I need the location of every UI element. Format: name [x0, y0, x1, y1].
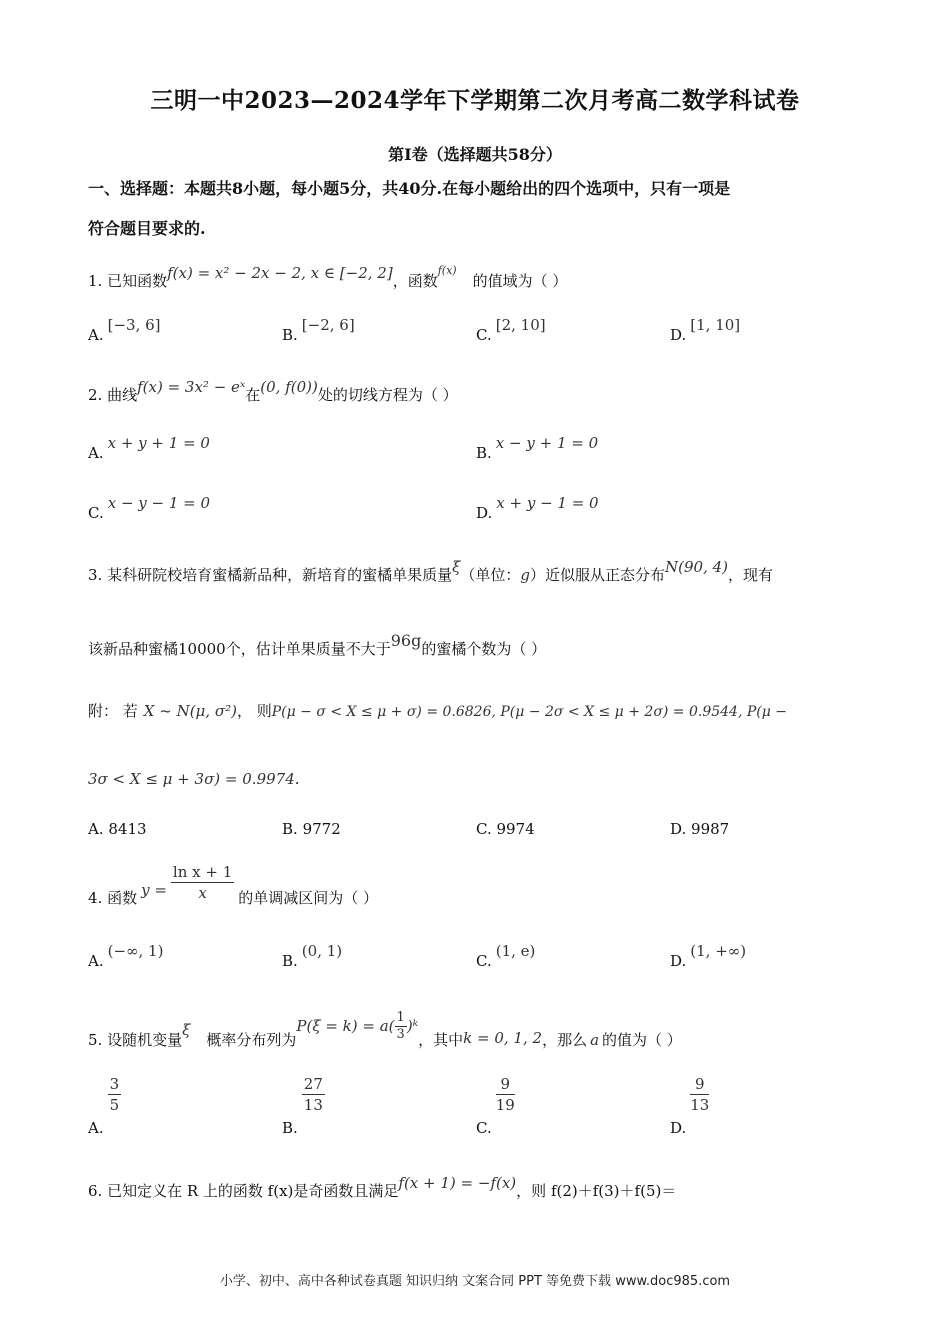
- q4-option-b[interactable]: [282, 942, 343, 970]
- option-label: C.: [88, 504, 104, 522]
- fraction-denominator: x: [198, 884, 207, 902]
- option-label: D.: [670, 1118, 687, 1137]
- option-value: [−2, 6]: [301, 316, 355, 334]
- fraction-numerator: ln x + 1: [172, 863, 233, 881]
- question-4-y: y =: [141, 880, 167, 899]
- question-6-suffix: ，则 f(2)＋f(3)＋f(5)＝: [516, 1182, 677, 1200]
- normal-distribution: N(90, 4): [665, 558, 728, 576]
- mass-value: 96g: [390, 631, 422, 650]
- q2-option-b[interactable]: [476, 434, 599, 462]
- option-label: C.: [476, 820, 492, 838]
- xi-symbol: ξ: [182, 1020, 191, 1039]
- question-2-mid: 在: [245, 386, 261, 404]
- question-3-line2-text: 该新品种蜜橘10000个，估计单果质量不大于: [88, 640, 391, 658]
- q1-option-a[interactable]: [88, 316, 161, 344]
- appendix-end: .: [294, 770, 300, 788]
- appendix-distribution: X ~ N(μ, σ²): [143, 702, 237, 720]
- q4-option-d[interactable]: [670, 942, 747, 970]
- section-instruction-line1: 一、选择题：本题共8小题，每小题5分，共40分.在每小题给出的四个选项中，只有一项是: [88, 179, 731, 198]
- question-1-formula: f(x) = x² − 2x − 2, x ∈ [−2, 2]: [167, 264, 393, 282]
- part-heading: 第Ⅰ卷（选择题共58分）: [388, 145, 562, 164]
- option-label: A.: [88, 444, 104, 462]
- option-value: x + y − 1 = 0: [496, 494, 599, 512]
- fraction-numerator: 1: [396, 1010, 405, 1025]
- option-label: D.: [670, 952, 687, 970]
- q4-option-a[interactable]: [88, 942, 164, 970]
- fraction-denominator: 13: [690, 1096, 710, 1114]
- question-2-point: (0, f(0)): [260, 378, 318, 396]
- k-values: k = 0, 1, 2: [463, 1028, 543, 1047]
- question-5-then: ，那么: [542, 1030, 588, 1049]
- fraction-denominator: 19: [495, 1096, 515, 1114]
- q1-option-c[interactable]: [476, 316, 546, 344]
- option-label: D.: [476, 504, 493, 522]
- question-4-fraction: [171, 862, 234, 903]
- option-label: A.: [88, 326, 104, 344]
- formula-left: P(ξ = k) = a(: [296, 1016, 395, 1035]
- option-label: C.: [476, 326, 492, 344]
- exam-title: 三明一中2023—2024学年下学期第二次月考高二数学科试卷: [150, 87, 800, 114]
- q3-option-a[interactable]: [88, 820, 147, 838]
- fraction-denominator: 5: [109, 1096, 120, 1114]
- appendix-label: 附： 若: [88, 702, 138, 720]
- question-1-mid: ，函数: [392, 272, 438, 290]
- question-1: [88, 264, 568, 291]
- q3-option-d[interactable]: [670, 820, 729, 838]
- question-5-mid: 概率分布列为: [206, 1030, 297, 1049]
- question-3-appendix-line2: [88, 770, 300, 788]
- fraction-numerator: 3: [109, 1075, 120, 1093]
- option-label: D.: [670, 820, 687, 838]
- q1-option-d[interactable]: [670, 316, 741, 344]
- question-4: [88, 862, 379, 907]
- option-value: x + y + 1 = 0: [107, 434, 210, 452]
- appendix-then: ， 则: [236, 702, 272, 720]
- question-3-line1: [88, 558, 774, 585]
- option-fraction: [690, 1074, 709, 1115]
- page-footer: 小学、初中、高中各种试卷真题 知识归纳 文案合同 PPT 等免费下载 www.doc985.com: [219, 1274, 731, 1289]
- q5-option-d[interactable]: [670, 1075, 710, 1137]
- question-1-suffix: 的值域为（ ）: [472, 272, 568, 290]
- unit-open: （单位：: [460, 566, 521, 584]
- formula-right: )ᵏ: [406, 1016, 419, 1035]
- question-5: [88, 1008, 682, 1049]
- option-value: (−∞, 1): [107, 942, 164, 960]
- option-label: B.: [282, 1118, 298, 1137]
- question-5-suffix: 的值为（ ）: [602, 1030, 682, 1049]
- question-1-fx: f(x): [437, 264, 457, 277]
- appendix-formula-2: 3σ < X ≤ μ + 3σ) = 0.9974: [88, 770, 295, 788]
- q5-option-b[interactable]: [282, 1075, 325, 1137]
- q2-option-a[interactable]: [88, 434, 210, 462]
- option-label: A.: [88, 1118, 104, 1137]
- question-3-text: 3. 某科研院校培育蜜橘新品种，新培育的蜜橘单果质量: [88, 566, 453, 584]
- q5-option-a[interactable]: [88, 1075, 121, 1137]
- unit-g: g: [520, 566, 530, 584]
- question-6: [88, 1174, 677, 1201]
- option-label: C.: [476, 952, 492, 970]
- unit-close: ）近似服从正态分布: [529, 566, 665, 584]
- question-6-formula: f(x + 1) = −f(x): [398, 1174, 517, 1192]
- option-label: D.: [670, 326, 687, 344]
- a-symbol: a: [590, 1030, 600, 1049]
- q2-option-c[interactable]: [88, 494, 211, 522]
- question-5-where: ，其中: [418, 1030, 464, 1049]
- q2-option-d[interactable]: [476, 494, 599, 522]
- question-2-prefix: 2. 曲线: [88, 386, 138, 404]
- option-value: 8413: [108, 820, 147, 838]
- q1-option-b[interactable]: [282, 316, 355, 344]
- option-value: [−3, 6]: [107, 316, 161, 334]
- question-4-suffix: 的单调减区间为（ ）: [238, 888, 379, 907]
- option-value: (1, +∞): [690, 942, 747, 960]
- option-label: A.: [88, 820, 104, 838]
- appendix-formula: P(μ − σ < X ≤ μ + σ) = 0.6826, P(μ − 2σ < X ≤ μ + 2σ) = 0.9544, P(μ −: [271, 704, 788, 720]
- option-value: (0, 1): [301, 942, 343, 960]
- option-label: C.: [476, 1118, 492, 1137]
- question-2: [88, 378, 458, 405]
- q4-option-c[interactable]: [476, 942, 536, 970]
- option-label: B.: [282, 820, 298, 838]
- option-value: x − y − 1 = 0: [107, 494, 211, 512]
- option-value: 9772: [302, 820, 341, 838]
- option-label: B.: [282, 952, 298, 970]
- question-3-appendix: [88, 700, 787, 721]
- option-label: B.: [282, 326, 298, 344]
- xi-symbol: ξ: [452, 558, 461, 576]
- question-3-line2-suffix: 的蜜橘个数为（ ）: [421, 640, 547, 658]
- question-5-prefix: 5. 设随机变量: [88, 1030, 183, 1049]
- fraction-numerator: 9: [496, 1074, 515, 1095]
- question-6-prefix: 6. 已知定义在 R 上的函数 f(x)是奇函数且满足: [88, 1182, 399, 1200]
- option-value: [2, 10]: [495, 316, 546, 334]
- option-label: B.: [476, 444, 492, 462]
- fraction-numerator: 27: [303, 1075, 323, 1093]
- option-value: x − y + 1 = 0: [495, 434, 599, 452]
- option-value: 9974: [496, 820, 535, 838]
- option-value: (1, e): [495, 942, 536, 960]
- q5-option-c[interactable]: [476, 1075, 515, 1137]
- q3-option-b[interactable]: [282, 820, 341, 838]
- question-3-line2: [88, 631, 547, 659]
- fraction-denominator: 13: [303, 1096, 323, 1114]
- section-instruction-line2: 符合题目要求的.: [88, 219, 206, 238]
- question-2-suffix: 处的切线方程为（ ）: [317, 386, 458, 404]
- question-1-prefix: 1. 已知函数: [88, 272, 168, 290]
- question-4-prefix: 4. 函数: [88, 888, 138, 907]
- question-3-line1-suffix: ，现有: [728, 566, 774, 584]
- option-value: [1, 10]: [690, 316, 741, 334]
- question-2-formula: f(x) = 3x² − eˣ: [137, 378, 246, 396]
- formula-fraction: [395, 1010, 407, 1043]
- option-label: A.: [88, 952, 104, 970]
- option-value: 9987: [691, 820, 730, 838]
- option-fraction: [302, 1074, 325, 1115]
- option-fraction: [108, 1074, 122, 1115]
- fraction-numerator: 9: [690, 1074, 709, 1095]
- option-fraction: [496, 1074, 515, 1115]
- q3-option-c[interactable]: [476, 820, 535, 838]
- fraction-denominator: 3: [396, 1027, 405, 1042]
